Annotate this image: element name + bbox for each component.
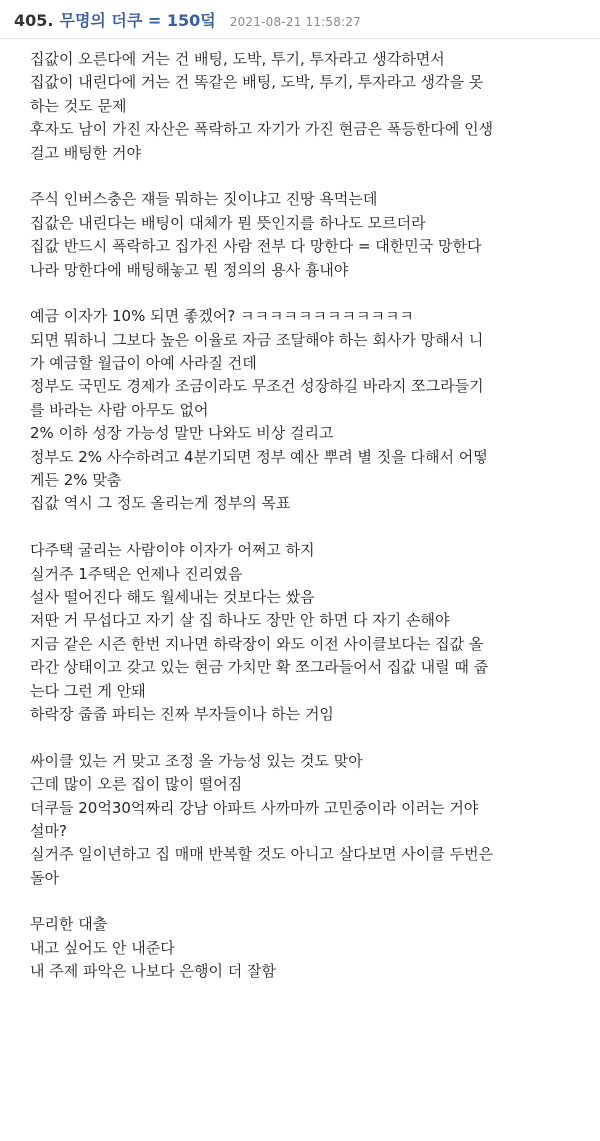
body-line: 는다 그런 게 안돼 bbox=[30, 681, 146, 700]
post-number: 405. bbox=[14, 11, 54, 30]
body-line: 게든 2% 맞춤 bbox=[30, 471, 122, 490]
body-line: 집값은 내린다는 배팅이 대체가 뭔 뜻인지를 하나도 모르더라 bbox=[30, 213, 426, 232]
body-line: 집값 반드시 폭락하고 집가진 사람 전부 다 망한다 = 대한민국 망한다 bbox=[30, 237, 482, 256]
post-header bbox=[0, 0, 600, 40]
body-line: 집값이 내린다에 거는 건 똑같은 배팅, 도박, 투기, 투자라고 생각을 못 bbox=[30, 73, 484, 92]
author-name[interactable]: 무명의 더쿠 = 150덬 bbox=[59, 11, 216, 30]
body-line: 예금 이자가 10% 되면 좋겠어? ㅋㅋㅋㅋㅋㅋㅋㅋㅋㅋㅋㅋ bbox=[30, 307, 414, 326]
body-line: 더쿠들 20억30억짜리 강남 아파트 사까마까 고민중이라 이러는 거야 bbox=[30, 798, 479, 817]
body-line: 실거주 1주택은 언제나 진리였음 bbox=[30, 564, 243, 583]
body-line: 다주택 굴리는 사람이야 이자가 어쩌고 하지 bbox=[30, 541, 315, 560]
body-line: 되면 뭐하니 그보다 높은 이율로 자금 조달해야 하는 회사가 망해서 니 bbox=[30, 330, 484, 349]
body-line: 설마? bbox=[30, 821, 67, 840]
body-line: 근데 많이 오른 집이 많이 떨어짐 bbox=[30, 775, 243, 794]
body-line: 내 주제 파악은 나보다 은행이 더 잘함 bbox=[30, 962, 276, 981]
body-line: 집값이 오른다에 거는 건 배팅, 도박, 투기, 투자라고 생각하면서 bbox=[30, 50, 445, 68]
paragraph-break bbox=[30, 726, 585, 749]
post-body bbox=[30, 48, 585, 984]
body-line: 걸고 배팅한 거야 bbox=[30, 143, 141, 162]
body-line: 나라 망한다에 배팅해놓고 뭔 정의의 용사 흉내야 bbox=[30, 260, 349, 279]
body-line: 지금 같은 시즌 한번 지나면 하락장이 와도 이전 사이클보다는 집값 올 bbox=[30, 634, 484, 653]
body-line: 후자도 남이 가진 자산은 폭락하고 자기가 가진 현금은 폭등한다에 인생 bbox=[30, 120, 494, 139]
paragraph-break bbox=[30, 516, 585, 539]
paragraph-break bbox=[30, 282, 585, 305]
body-line: 2% 이하 성장 가능성 말만 나와도 비상 걸리고 bbox=[30, 424, 334, 443]
body-line: 주식 인버스충은 쟤들 뭐하는 짓이냐고 진땅 욕먹는데 bbox=[30, 190, 378, 209]
paragraph-break bbox=[30, 165, 585, 188]
body-line: 싸이클 있는 거 맞고 조정 올 가능성 있는 것도 맞아 bbox=[30, 751, 363, 770]
header-divider bbox=[0, 38, 600, 39]
paragraph-break bbox=[30, 890, 585, 913]
body-line: 하락장 줍줍 파티는 진짜 부자들이나 하는 거임 bbox=[30, 704, 334, 723]
body-line: 무리한 대출 bbox=[30, 915, 108, 934]
body-line: 내고 싶어도 안 내준다 bbox=[30, 938, 175, 957]
body-line: 집값 역시 그 정도 올리는게 정부의 목표 bbox=[30, 494, 291, 513]
body-line: 하는 것도 문제 bbox=[30, 96, 127, 115]
post-timestamp: 2021-08-21 11:58:27 bbox=[229, 15, 361, 29]
body-line: 를 바라는 사람 아무도 없어 bbox=[30, 400, 209, 419]
body-line: 돌아 bbox=[30, 868, 59, 887]
body-line: 가 예금할 월급이 아예 사라질 건데 bbox=[30, 354, 257, 373]
body-line: 정부도 2% 사수하려고 4분기되면 정부 예산 뿌려 별 짓을 다해서 어떻 bbox=[30, 447, 488, 466]
body-line: 정부도 국민도 경제가 조금이라도 무조건 성장하길 바라지 쪼그라들기 bbox=[30, 377, 484, 396]
body-line: 라간 상태이고 갖고 있는 현금 가치만 확 쪼그라들어서 집값 내릴 때 줍 bbox=[30, 658, 489, 677]
body-line: 저딴 거 무섭다고 자기 살 집 하나도 장만 안 하면 다 자기 손해야 bbox=[30, 611, 450, 630]
body-line: 실거주 일이년하고 집 매매 반복할 것도 아니고 살다보면 사이클 두번은 bbox=[30, 845, 494, 864]
body-line: 설사 떨어진다 해도 월세내는 것보다는 쌌음 bbox=[30, 587, 315, 606]
